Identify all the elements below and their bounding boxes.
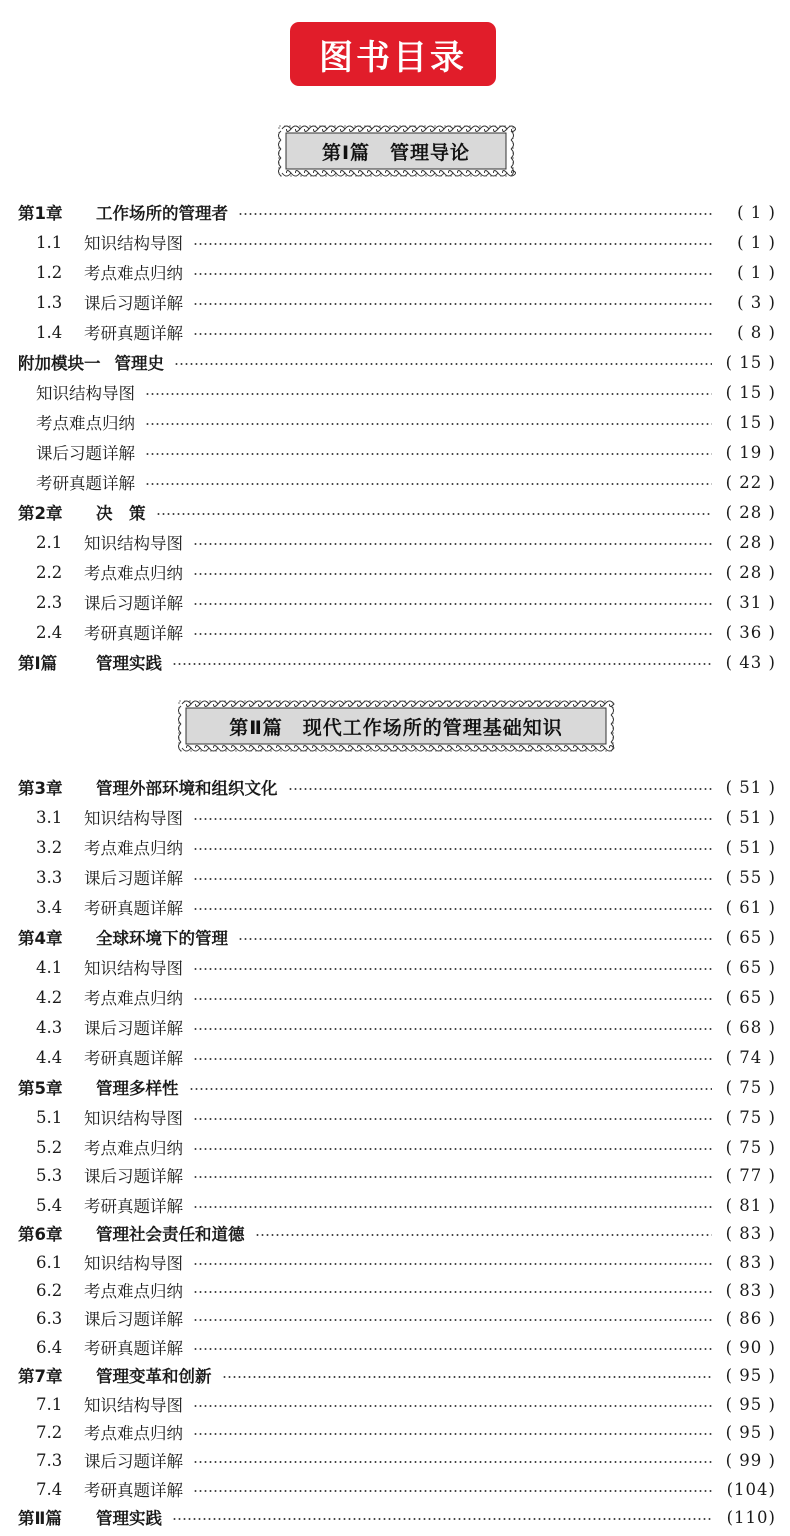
dot-leader — [193, 303, 712, 305]
toc-title: 管理实践 — [96, 654, 162, 673]
dot-leader — [193, 1319, 712, 1321]
toc-number: 6.2 — [36, 1280, 63, 1300]
toc-section-row[interactable] — [18, 1043, 776, 1071]
toc-title: 考点难点归纳 — [84, 1282, 183, 1301]
toc-number: 3.2 — [36, 837, 63, 857]
toc-section-row[interactable] — [18, 378, 776, 406]
toc-number: 第6章 — [18, 1225, 63, 1244]
toc-page-number: ( 81 ) — [725, 1195, 776, 1215]
dot-leader — [189, 1088, 713, 1090]
toc-section-row[interactable] — [18, 228, 776, 256]
dot-leader — [193, 848, 712, 850]
toc-number: 第Ⅱ篇 — [18, 1509, 62, 1528]
toc-section-row[interactable] — [18, 1161, 776, 1189]
toc-title: 考研真题详解 — [84, 899, 183, 918]
toc-title: 知识结构导图 — [84, 809, 183, 828]
dot-leader — [174, 363, 712, 365]
toc-page-number: ( 61 ) — [725, 897, 776, 917]
toc-chapter-row[interactable] — [18, 198, 776, 226]
toc-number: 4.2 — [36, 987, 63, 1007]
toc-section-row[interactable] — [18, 1304, 776, 1332]
toc-page-number: ( 95 ) — [725, 1394, 776, 1414]
toc-section-row[interactable] — [18, 318, 776, 346]
toc-section-row[interactable] — [18, 1390, 776, 1418]
toc-number: 第4章 — [18, 929, 63, 948]
toc-section-row[interactable] — [18, 468, 776, 496]
toc-page-number: ( 15 ) — [725, 382, 776, 402]
toc-title: 考点难点归纳 — [84, 564, 183, 583]
toc-chapter-row[interactable] — [18, 773, 776, 801]
toc-title: 知识结构导图 — [84, 1396, 183, 1415]
dot-leader — [193, 1118, 712, 1120]
toc-title: 管理外部环境和组织文化 — [96, 779, 278, 798]
toc-number: 4.3 — [36, 1017, 63, 1037]
toc-page-number: ( 55 ) — [725, 867, 776, 887]
toc-page-number: ( 8 ) — [737, 322, 776, 342]
toc-page-number: ( 36 ) — [725, 622, 776, 642]
toc-section-row[interactable] — [18, 1191, 776, 1219]
toc-title: 知识结构导图 — [84, 959, 183, 978]
toc-number: 第2章 — [18, 504, 63, 523]
toc-page-number: ( 28 ) — [725, 562, 776, 582]
toc-number: 5.4 — [36, 1195, 63, 1215]
toc-page-number: ( 43 ) — [725, 652, 776, 672]
toc-chapter-row[interactable] — [18, 1219, 776, 1247]
dot-leader — [193, 543, 712, 545]
toc-number: 5.2 — [36, 1137, 63, 1157]
toc-title: 考点难点归纳 — [84, 989, 183, 1008]
toc-section-row[interactable] — [18, 1013, 776, 1041]
dot-leader — [193, 968, 712, 970]
dot-leader — [193, 818, 712, 820]
toc-title: 考研真题详解 — [36, 474, 135, 493]
toc-number: 5.1 — [36, 1107, 63, 1127]
toc-number: 3.1 — [36, 807, 63, 827]
toc-page-number: (104) — [726, 1479, 776, 1499]
toc-title: 管理多样性 — [96, 1079, 179, 1098]
toc-number: 4.4 — [36, 1047, 63, 1067]
toc-title: 知识结构导图 — [36, 384, 135, 403]
toc-title: 课后习题详解 — [36, 444, 135, 463]
toc-number: 1.2 — [36, 262, 63, 282]
toc-page-number: ( 28 ) — [725, 532, 776, 552]
toc-chapter-row[interactable] — [18, 498, 776, 526]
dot-leader — [193, 1148, 712, 1150]
toc-number: 2.2 — [36, 562, 63, 582]
dot-leader — [172, 663, 712, 665]
part-1-label: 第Ⅰ篇 管理导论 — [321, 141, 471, 164]
dot-leader — [193, 1291, 712, 1293]
dot-leader — [193, 273, 712, 275]
toc-title: 考研真题详解 — [84, 1197, 183, 1216]
toc-number: 2.4 — [36, 622, 63, 642]
dot-leader — [193, 573, 712, 575]
toc-page-number: ( 31 ) — [725, 592, 776, 612]
toc-section-row[interactable] — [18, 863, 776, 891]
toc-title: 课后习题详解 — [84, 294, 183, 313]
toc-title: 课后习题详解 — [84, 1167, 183, 1186]
dot-leader — [193, 1058, 712, 1060]
toc-page-number: ( 75 ) — [725, 1107, 776, 1127]
dot-leader — [255, 1234, 713, 1236]
dot-leader — [193, 1490, 712, 1492]
dot-leader — [222, 1376, 713, 1378]
toc-page-number: ( 65 ) — [725, 957, 776, 977]
toc-number: 附加模块一 — [18, 354, 101, 373]
dot-leader — [193, 1348, 712, 1350]
toc-page-number: ( 51 ) — [725, 837, 776, 857]
dot-leader — [193, 1263, 712, 1265]
toc-number: 第3章 — [18, 779, 63, 798]
toc-chapter-row[interactable] — [18, 1073, 776, 1101]
toc-section-row[interactable] — [18, 1333, 776, 1361]
toc-page-number: ( 65 ) — [725, 987, 776, 1007]
toc-number: 5.3 — [36, 1165, 63, 1185]
toc-number: 1.4 — [36, 322, 63, 342]
toc-title: 考点难点归纳 — [84, 264, 183, 283]
toc-section-row[interactable] — [18, 618, 776, 646]
dot-leader — [288, 788, 713, 790]
toc-chapter-row[interactable] — [18, 648, 776, 676]
toc-title: 工作场所的管理者 — [96, 204, 228, 223]
dot-leader — [193, 1028, 712, 1030]
toc-page-number: ( 22 ) — [725, 472, 776, 492]
dot-leader — [193, 1433, 712, 1435]
toc-title: 课后习题详解 — [84, 1310, 183, 1329]
toc-title: 知识结构导图 — [84, 1109, 183, 1128]
toc-page-number: ( 28 ) — [725, 502, 776, 522]
dot-leader — [238, 213, 712, 215]
toc-title: 考点难点归纳 — [36, 414, 135, 433]
toc-section-row[interactable] — [18, 1133, 776, 1161]
toc-page-number: ( 86 ) — [725, 1308, 776, 1328]
toc-number: 第1章 — [18, 204, 63, 223]
toc-section-row[interactable] — [18, 893, 776, 921]
toc-title: 考研真题详解 — [84, 1049, 183, 1068]
dot-leader — [238, 938, 712, 940]
toc-chapter-row[interactable] — [18, 348, 776, 376]
toc-section-row[interactable] — [18, 588, 776, 616]
toc-section-row[interactable] — [18, 408, 776, 436]
toc-title: 决 策 — [96, 504, 146, 523]
toc-title: 管理变革和创新 — [96, 1367, 212, 1386]
toc-page-number: ( 77 ) — [725, 1165, 776, 1185]
toc-page-number: ( 83 ) — [725, 1252, 776, 1272]
toc-title: 考点难点归纳 — [84, 1424, 183, 1443]
toc-number: 1.3 — [36, 292, 63, 312]
part-2-label: 第Ⅱ篇 现代工作场所的管理基础知识 — [229, 716, 563, 739]
dot-leader — [193, 1405, 712, 1407]
toc-number: 6.1 — [36, 1252, 63, 1272]
toc-section-row[interactable] — [18, 983, 776, 1011]
toc-number: 7.2 — [36, 1422, 63, 1442]
toc-section-row[interactable] — [18, 1446, 776, 1474]
toc-title: 全球环境下的管理 — [96, 929, 228, 948]
toc-number: 第Ⅰ篇 — [18, 654, 58, 673]
toc-number: 6.4 — [36, 1337, 63, 1357]
toc-page-number: ( 83 ) — [725, 1280, 776, 1300]
toc-section-row[interactable] — [18, 833, 776, 861]
toc-number: 7.3 — [36, 1450, 63, 1470]
toc-page-number: ( 74 ) — [725, 1047, 776, 1067]
toc-number: 第7章 — [18, 1367, 63, 1386]
toc-page-number: (110) — [726, 1507, 776, 1527]
toc-page-number: ( 95 ) — [725, 1365, 776, 1385]
dot-leader — [193, 1206, 712, 1208]
toc-title: 知识结构导图 — [84, 1254, 183, 1273]
toc-page-number: ( 75 ) — [725, 1137, 776, 1157]
toc-number: 1.1 — [36, 232, 63, 252]
dot-leader — [145, 483, 712, 485]
toc-page-number: ( 83 ) — [725, 1223, 776, 1243]
toc-title: 课后习题详解 — [84, 1452, 183, 1471]
toc-title: 考研真题详解 — [84, 624, 183, 643]
toc-number: 6.3 — [36, 1308, 63, 1328]
toc-section-row[interactable] — [18, 258, 776, 286]
toc-chapter-row[interactable] — [18, 1361, 776, 1389]
toc-page-number: ( 65 ) — [725, 927, 776, 947]
dot-leader — [172, 1518, 712, 1520]
toc-page-number: ( 51 ) — [725, 777, 776, 797]
toc-section-row[interactable] — [18, 1248, 776, 1276]
toc-page-number: ( 95 ) — [725, 1422, 776, 1442]
toc-title: 管理社会责任和道德 — [96, 1225, 245, 1244]
toc-number: 3.3 — [36, 867, 63, 887]
toc-title: 考研真题详解 — [84, 1481, 183, 1500]
toc-number: 3.4 — [36, 897, 63, 917]
dot-leader — [193, 333, 712, 335]
toc-page-number: ( 75 ) — [725, 1077, 776, 1097]
toc-title: 考研真题详解 — [84, 324, 183, 343]
toc-page-number: ( 19 ) — [725, 442, 776, 462]
toc-section-row[interactable] — [18, 558, 776, 586]
dot-leader — [193, 1461, 712, 1463]
dot-leader — [193, 603, 712, 605]
toc-page-number: ( 15 ) — [725, 352, 776, 372]
toc-page-number: ( 1 ) — [737, 202, 776, 222]
toc-number: 2.3 — [36, 592, 63, 612]
toc-title: 考点难点归纳 — [84, 839, 183, 858]
toc-section-row[interactable] — [18, 1418, 776, 1446]
dot-leader — [145, 423, 712, 425]
page-title: 图书目录 — [319, 37, 467, 78]
toc-section-row[interactable] — [18, 1103, 776, 1131]
toc-page-number: ( 68 ) — [725, 1017, 776, 1037]
dot-leader — [145, 453, 712, 455]
toc-title: 管理实践 — [96, 1509, 162, 1528]
toc-page-number: ( 90 ) — [725, 1337, 776, 1357]
toc-title: 考点难点归纳 — [84, 1139, 183, 1158]
dot-leader — [193, 633, 712, 635]
toc-page-number: ( 99 ) — [725, 1450, 776, 1470]
toc-section-row[interactable] — [18, 1276, 776, 1304]
toc-number: 7.1 — [36, 1394, 63, 1414]
toc-title: 课后习题详解 — [84, 869, 183, 888]
toc-page-number: ( 51 ) — [725, 807, 776, 827]
toc-page-number: ( 1 ) — [737, 262, 776, 282]
dot-leader — [156, 513, 713, 515]
dot-leader — [145, 393, 712, 395]
toc-chapter-row[interactable] — [18, 1503, 776, 1531]
toc-page-number: ( 3 ) — [737, 292, 776, 312]
dot-leader — [193, 243, 712, 245]
toc-number: 2.1 — [36, 532, 63, 552]
toc-number: 7.4 — [36, 1479, 63, 1499]
toc-title: 课后习题详解 — [84, 1019, 183, 1038]
toc-section-row[interactable] — [18, 288, 776, 316]
dot-leader — [193, 908, 712, 910]
toc-title: 知识结构导图 — [84, 534, 183, 553]
toc-title: 课后习题详解 — [84, 594, 183, 613]
toc-number: 第5章 — [18, 1079, 63, 1098]
toc-title: 考研真题详解 — [84, 1339, 183, 1358]
toc-page-number: ( 1 ) — [737, 232, 776, 252]
toc-title: 管理史 — [114, 354, 164, 373]
toc-chapter-row[interactable] — [18, 923, 776, 951]
toc-section-row[interactable] — [18, 1475, 776, 1503]
toc-section-row[interactable] — [18, 528, 776, 556]
toc-page-number: ( 15 ) — [725, 412, 776, 432]
dot-leader — [193, 878, 712, 880]
toc-section-row[interactable] — [18, 438, 776, 466]
dot-leader — [193, 998, 712, 1000]
toc-section-row[interactable] — [18, 803, 776, 831]
toc-title: 知识结构导图 — [84, 234, 183, 253]
dot-leader — [193, 1176, 712, 1178]
toc-number: 4.1 — [36, 957, 63, 977]
toc-section-row[interactable] — [18, 953, 776, 981]
